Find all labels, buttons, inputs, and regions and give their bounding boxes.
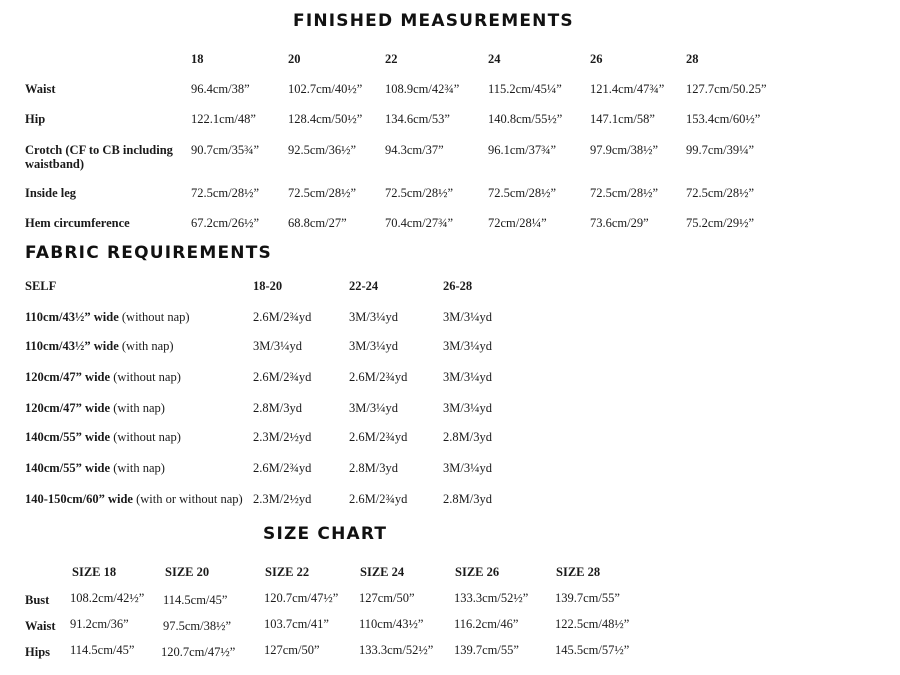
fabric-cell: 2.6M/2¾yd [349,370,408,384]
finished-cell: 153.4cm/60½” [686,112,761,126]
fabric-width: 140cm/55” wide [25,461,111,475]
fabric-cell: 3M/3¼yd [443,370,492,384]
fabric-width: 110cm/43½” wide [25,310,119,324]
size-chart-cell: 122.5cm/48½” [555,617,630,631]
fabric-nap-note: (with nap) [118,339,174,353]
fabric-cell: 2.6M/2¾yd [349,430,408,444]
finished-cell: 108.9cm/42¾” [385,82,460,96]
finished-cell: 115.2cm/45¼” [488,82,562,96]
fabric-cell: 3M/3¼yd [443,339,492,353]
finished-cell: 127.7cm/50.25” [686,82,767,96]
fabric-row-label [25,310,190,324]
size-chart-header: SIZE 22 [265,565,310,579]
size-chart-heading: SIZE CHART [263,524,388,544]
finished-cell: 121.4cm/47¾” [590,82,665,96]
fabric-cell: 2.6M/2¾yd [349,492,408,506]
finished-cell: 72.5cm/28½” [385,186,454,200]
fabric-cell: 2.6M/2¾yd [253,461,312,475]
size-chart-cell: 108.2cm/42½” [70,591,145,605]
fabric-row-label [25,401,165,415]
finished-cell: 70.4cm/27¾” [385,216,454,230]
finished-row-label: Waist [25,82,56,96]
finished-size-header: 22 [385,52,398,66]
size-chart-cell: 110cm/43½” [359,617,424,631]
fabric-header-self: SELF [25,279,57,293]
size-chart-cell: 139.7cm/55” [454,643,519,657]
size-chart-cell: 127cm/50” [264,643,320,657]
fabric-nap-note: (without nap) [118,310,190,324]
size-chart-cell: 120.7cm/47½” [161,645,236,659]
fabric-row-label [25,430,181,444]
finished-cell: 72.5cm/28½” [488,186,557,200]
finished-cell: 99.7cm/39¼” [686,143,755,157]
fabric-nap-note: (without nap) [110,430,181,444]
finished-cell: 128.4cm/50½” [288,112,363,126]
fabric-cell: 2.3M/2½yd [253,492,312,506]
fabric-cell: 3M/3¼yd [443,401,492,415]
finished-size-header: 20 [288,52,301,66]
size-chart-cell: 116.2cm/46” [454,617,519,631]
finished-cell: 68.8cm/27” [288,216,347,230]
finished-cell: 96.4cm/38” [191,82,250,96]
finished-cell: 73.6cm/29” [590,216,649,230]
finished-cell: 92.5cm/36½” [288,143,357,157]
finished-row-label: Crotch (CF to CB including waistband) [25,143,173,171]
finished-size-header: 28 [686,52,699,66]
size-chart-cell: 114.5cm/45” [163,593,228,607]
finished-row-label: Inside leg [25,186,77,200]
size-chart-header: SIZE 26 [455,565,500,579]
size-chart-row-label: Bust [25,593,50,607]
finished-cell: 96.1cm/37¾” [488,143,557,157]
finished-row-label: Hip [25,112,46,126]
size-chart-cell: 97.5cm/38½” [163,619,232,633]
fabric-cell: 2.8M/3yd [443,492,492,506]
fabric-cell: 2.8M/3yd [443,430,492,444]
fabric-nap-note: (with or without nap) [132,492,243,506]
size-chart-cell: 133.3cm/52½” [454,591,529,605]
fabric-requirements-heading: FABRIC REQUIREMENTS [25,243,272,263]
finished-cell: 94.3cm/37” [385,143,444,157]
finished-cell: 102.7cm/40½” [288,82,363,96]
size-chart-cell: 91.2cm/36” [70,617,129,631]
finished-cell: 147.1cm/58” [590,112,655,126]
fabric-row-label [25,461,165,475]
finished-row-label: Hem circumference [25,216,130,230]
finished-cell: 140.8cm/55½” [488,112,563,126]
size-chart-header: SIZE 20 [165,565,210,579]
fabric-nap-note: (without nap) [110,370,181,384]
fabric-cell: 2.8M/3yd [253,401,302,415]
finished-cell: 72.5cm/28½” [686,186,755,200]
fabric-cell: 2.8M/3yd [349,461,398,475]
finished-cell: 75.2cm/29½” [686,216,755,230]
fabric-width: 120cm/47” wide [25,401,111,415]
size-chart-cell: 114.5cm/45” [70,643,135,657]
finished-cell: 72.5cm/28½” [191,186,260,200]
size-chart-header: SIZE 28 [556,565,601,579]
size-chart-row-label: Hips [25,645,51,659]
fabric-cell: 3M/3¼yd [349,401,398,415]
fabric-row-label [25,492,243,506]
finished-size-header: 18 [191,52,204,66]
fabric-nap-note: (with nap) [110,461,165,475]
finished-cell: 72.5cm/28½” [288,186,357,200]
fabric-size-header: 18-20 [253,279,283,293]
fabric-cell: 3M/3¼yd [349,310,398,324]
finished-cell: 97.9cm/38½” [590,143,659,157]
fabric-cell: 2.6M/2¾yd [253,370,312,384]
size-chart-cell: 145.5cm/57½” [555,643,630,657]
fabric-row-label [25,339,174,353]
size-chart-cell: 127cm/50” [359,591,415,605]
finished-cell: 134.6cm/53” [385,112,450,126]
fabric-cell: 3M/3¼yd [253,339,302,353]
finished-cell: 67.2cm/26½” [191,216,260,230]
finished-size-header: 24 [488,52,501,66]
size-chart-cell: 103.7cm/41” [264,617,329,631]
finished-cell: 90.7cm/35¾” [191,143,260,157]
fabric-width: 110cm/43½” wide [25,339,119,353]
fabric-size-header: 26-28 [443,279,473,293]
fabric-width: 140cm/55” wide [25,430,111,444]
fabric-cell: 3M/3¼yd [349,339,398,353]
finished-cell: 72cm/28¼” [488,216,547,230]
fabric-cell: 3M/3¼yd [443,461,492,475]
finished-cell: 72.5cm/28½” [590,186,659,200]
size-chart-cell: 133.3cm/52½” [359,643,434,657]
finished-size-header: 26 [590,52,603,66]
size-chart-cell: 139.7cm/55” [555,591,620,605]
size-chart-row-label: Waist [25,619,56,633]
finished-cell: 122.1cm/48” [191,112,256,126]
fabric-cell: 2.6M/2¾yd [253,310,312,324]
fabric-cell: 3M/3¼yd [443,310,492,324]
fabric-size-header: 22-24 [349,279,379,293]
fabric-width: 140-150cm/60” wide [25,492,133,506]
fabric-row-label [25,370,181,384]
finished-measurements-heading: FINISHED MEASUREMENTS [293,11,574,31]
size-chart-header: SIZE 18 [72,565,117,579]
fabric-width: 120cm/47” wide [25,370,111,384]
fabric-nap-note: (with nap) [110,401,165,415]
fabric-cell: 2.3M/2½yd [253,430,312,444]
size-chart-header: SIZE 24 [360,565,405,579]
size-chart-cell: 120.7cm/47½” [264,591,339,605]
